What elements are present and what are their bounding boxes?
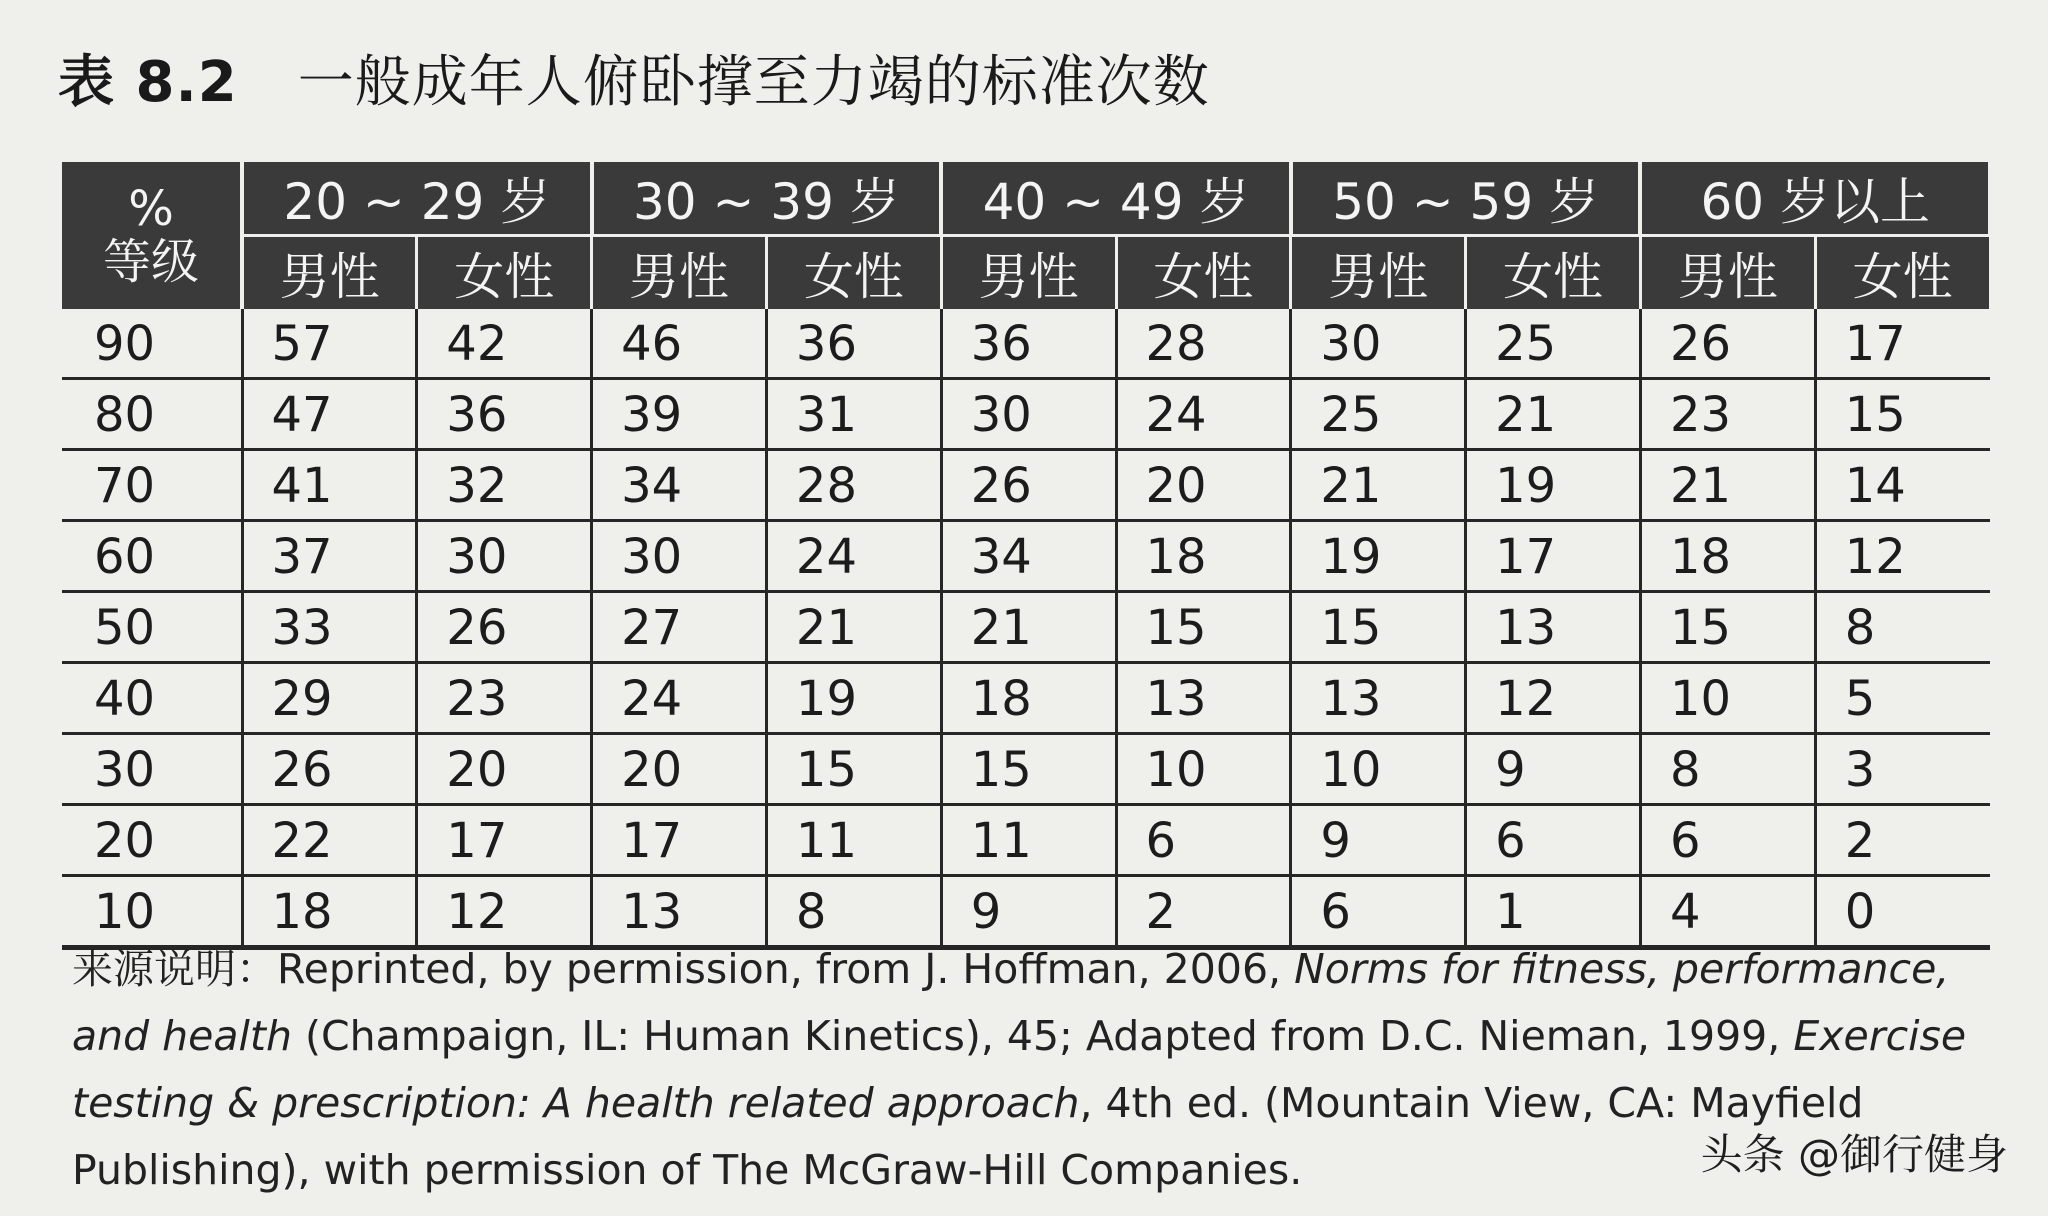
female-count-cell: 6 bbox=[1116, 805, 1291, 876]
female-count-cell: 24 bbox=[766, 521, 941, 592]
female-count-cell: 31 bbox=[766, 379, 941, 450]
female-count-cell: 21 bbox=[1466, 379, 1641, 450]
sex-header-male: 男性 bbox=[941, 236, 1116, 310]
female-count-cell: 6 bbox=[1466, 805, 1641, 876]
male-count-cell: 37 bbox=[242, 521, 417, 592]
male-count-cell: 25 bbox=[1291, 379, 1466, 450]
female-count-cell: 13 bbox=[1466, 592, 1641, 663]
male-count-cell: 41 bbox=[242, 450, 417, 521]
table-row bbox=[62, 521, 1990, 592]
table-row bbox=[62, 309, 1990, 379]
female-count-cell: 32 bbox=[417, 450, 592, 521]
watermark: 头条 @御行健身 bbox=[1700, 1130, 2008, 1179]
sex-header-female: 女性 bbox=[766, 236, 941, 310]
male-count-cell: 4 bbox=[1640, 876, 1815, 948]
table-row bbox=[62, 805, 1990, 876]
female-count-cell: 3 bbox=[1815, 734, 1990, 805]
female-count-cell: 19 bbox=[766, 663, 941, 734]
female-count-cell: 42 bbox=[417, 309, 592, 379]
table-row bbox=[62, 592, 1990, 663]
rank-cell: 10 bbox=[62, 876, 242, 948]
female-count-cell: 10 bbox=[1116, 734, 1291, 805]
female-count-cell: 12 bbox=[1466, 663, 1641, 734]
male-count-cell: 29 bbox=[242, 663, 417, 734]
male-count-cell: 33 bbox=[242, 592, 417, 663]
male-count-cell: 18 bbox=[242, 876, 417, 948]
source-title-1: Norms for fitness, performance, and health bbox=[72, 945, 1950, 1060]
table-row bbox=[62, 379, 1990, 450]
male-count-cell: 23 bbox=[1640, 379, 1815, 450]
rank-cell: 40 bbox=[62, 663, 242, 734]
sex-header-female: 女性 bbox=[417, 236, 592, 310]
source-title-2: Exercise testing & prescription: A health related approach bbox=[72, 1012, 1967, 1127]
female-count-cell: 18 bbox=[1116, 521, 1291, 592]
table-body bbox=[62, 309, 1990, 948]
female-count-cell: 9 bbox=[1466, 734, 1641, 805]
rank-cell: 60 bbox=[62, 521, 242, 592]
male-count-cell: 39 bbox=[592, 379, 767, 450]
table-row bbox=[62, 663, 1990, 734]
male-count-cell: 6 bbox=[1291, 876, 1466, 948]
female-count-cell: 20 bbox=[1116, 450, 1291, 521]
male-count-cell: 18 bbox=[941, 663, 1116, 734]
female-count-cell: 8 bbox=[766, 876, 941, 948]
rank-cell: 80 bbox=[62, 379, 242, 450]
rank-cell: 20 bbox=[62, 805, 242, 876]
table-caption bbox=[58, 38, 1210, 118]
age-group-header: 20 ~ 29 岁 bbox=[242, 162, 592, 236]
female-count-cell: 15 bbox=[1116, 592, 1291, 663]
female-count-cell: 17 bbox=[417, 805, 592, 876]
male-count-cell: 46 bbox=[592, 309, 767, 379]
male-count-cell: 22 bbox=[242, 805, 417, 876]
female-count-cell: 30 bbox=[417, 521, 592, 592]
sex-header-female: 女性 bbox=[1466, 236, 1641, 310]
male-count-cell: 10 bbox=[1640, 663, 1815, 734]
rank-cell: 50 bbox=[62, 592, 242, 663]
male-count-cell: 19 bbox=[1291, 521, 1466, 592]
male-count-cell: 57 bbox=[242, 309, 417, 379]
female-count-cell: 12 bbox=[417, 876, 592, 948]
female-count-cell: 20 bbox=[417, 734, 592, 805]
source-middle: (Champaign, IL: Human Kinetics), 45; Adapted from D.C. Nieman, 1999, bbox=[291, 1012, 1794, 1060]
male-count-cell: 21 bbox=[1291, 450, 1466, 521]
sex-header-female: 女性 bbox=[1815, 236, 1990, 310]
female-count-cell: 25 bbox=[1466, 309, 1641, 379]
male-count-cell: 34 bbox=[592, 450, 767, 521]
header-row-sex bbox=[62, 236, 1990, 310]
female-count-cell: 11 bbox=[766, 805, 941, 876]
rank-cell: 90 bbox=[62, 309, 242, 379]
male-count-cell: 9 bbox=[941, 876, 1116, 948]
male-count-cell: 21 bbox=[1640, 450, 1815, 521]
male-count-cell: 36 bbox=[941, 309, 1116, 379]
female-count-cell: 28 bbox=[1116, 309, 1291, 379]
male-count-cell: 20 bbox=[592, 734, 767, 805]
male-count-cell: 30 bbox=[941, 379, 1116, 450]
percent-label: % bbox=[128, 180, 174, 237]
female-count-cell: 36 bbox=[766, 309, 941, 379]
female-count-cell: 2 bbox=[1815, 805, 1990, 876]
male-count-cell: 15 bbox=[1640, 592, 1815, 663]
female-count-cell: 5 bbox=[1815, 663, 1990, 734]
male-count-cell: 24 bbox=[592, 663, 767, 734]
male-count-cell: 13 bbox=[592, 876, 767, 948]
female-count-cell: 28 bbox=[766, 450, 941, 521]
sex-header-male: 男性 bbox=[592, 236, 767, 310]
pushup-norms-table bbox=[62, 162, 1992, 950]
sex-header-male: 男性 bbox=[242, 236, 417, 310]
male-count-cell: 6 bbox=[1640, 805, 1815, 876]
female-count-cell: 12 bbox=[1815, 521, 1990, 592]
male-count-cell: 11 bbox=[941, 805, 1116, 876]
male-count-cell: 30 bbox=[1291, 309, 1466, 379]
male-count-cell: 27 bbox=[592, 592, 767, 663]
female-count-cell: 36 bbox=[417, 379, 592, 450]
header-row-age bbox=[62, 162, 1990, 236]
female-count-cell: 2 bbox=[1116, 876, 1291, 948]
male-count-cell: 8 bbox=[1640, 734, 1815, 805]
rank-header bbox=[62, 162, 242, 309]
table-row bbox=[62, 734, 1990, 805]
sex-header-female: 女性 bbox=[1116, 236, 1291, 310]
age-group-header: 60 岁以上 bbox=[1640, 162, 1990, 236]
sex-header-male: 男性 bbox=[1640, 236, 1815, 310]
female-count-cell: 21 bbox=[766, 592, 941, 663]
male-count-cell: 26 bbox=[1640, 309, 1815, 379]
male-count-cell: 26 bbox=[242, 734, 417, 805]
table-number: 表 8.2 bbox=[58, 50, 238, 115]
female-count-cell: 14 bbox=[1815, 450, 1990, 521]
male-count-cell: 17 bbox=[592, 805, 767, 876]
male-count-cell: 26 bbox=[941, 450, 1116, 521]
grade-label: 等级 bbox=[102, 233, 199, 290]
female-count-cell: 13 bbox=[1116, 663, 1291, 734]
age-group-header: 40 ~ 49 岁 bbox=[941, 162, 1291, 236]
male-count-cell: 21 bbox=[941, 592, 1116, 663]
age-group-header: 50 ~ 59 岁 bbox=[1291, 162, 1641, 236]
female-count-cell: 26 bbox=[417, 592, 592, 663]
female-count-cell: 17 bbox=[1466, 521, 1641, 592]
table-row bbox=[62, 450, 1990, 521]
male-count-cell: 10 bbox=[1291, 734, 1466, 805]
female-count-cell: 1 bbox=[1466, 876, 1641, 948]
source-prefix: 来源说明：Reprinted, by permission, from J. Hoffman, 2006, bbox=[72, 945, 1295, 993]
source-suffix: , 4th ed. (Mountain View, CA: Mayfield Publishing), with permission of The McGraw-Hill Companies. bbox=[72, 1079, 1864, 1194]
female-count-cell: 19 bbox=[1466, 450, 1641, 521]
male-count-cell: 15 bbox=[941, 734, 1116, 805]
male-count-cell: 30 bbox=[592, 521, 767, 592]
rank-cell: 70 bbox=[62, 450, 242, 521]
male-count-cell: 47 bbox=[242, 379, 417, 450]
female-count-cell: 15 bbox=[766, 734, 941, 805]
table-title: 一般成年人俯卧撑至力竭的标准次数 bbox=[297, 50, 1210, 115]
rank-cell: 30 bbox=[62, 734, 242, 805]
male-count-cell: 13 bbox=[1291, 663, 1466, 734]
male-count-cell: 15 bbox=[1291, 592, 1466, 663]
female-count-cell: 8 bbox=[1815, 592, 1990, 663]
age-group-header: 30 ~ 39 岁 bbox=[592, 162, 942, 236]
sex-header-male: 男性 bbox=[1291, 236, 1466, 310]
female-count-cell: 23 bbox=[417, 663, 592, 734]
table-header bbox=[62, 162, 1990, 309]
male-count-cell: 34 bbox=[941, 521, 1116, 592]
female-count-cell: 17 bbox=[1815, 309, 1990, 379]
male-count-cell: 9 bbox=[1291, 805, 1466, 876]
female-count-cell: 15 bbox=[1815, 379, 1990, 450]
female-count-cell: 24 bbox=[1116, 379, 1291, 450]
female-count-cell: 0 bbox=[1815, 876, 1990, 948]
male-count-cell: 18 bbox=[1640, 521, 1815, 592]
